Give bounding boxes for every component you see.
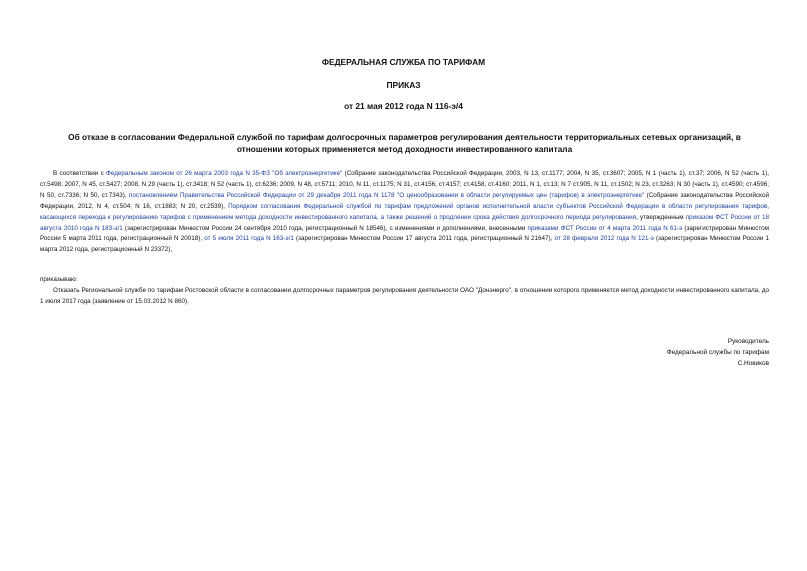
link-fst-order-183[interactable]: приказом ФСТ России от 18 августа 2010 года N 183-э/1 <box>40 213 769 232</box>
signature-name: С.Новиков <box>737 359 769 367</box>
preamble-text-5: (зарегистрирован Минюстом России 24 сентября 2010 года, регистрационный N 18546), с изменениями и дополнениями, внесенными <box>122 224 528 232</box>
link-order-121[interactable]: от 28 февраля 2012 года N 121-э <box>554 235 654 243</box>
link-fst-order-61[interactable]: приказами ФСТ России от 4 марта 2011 года N 61-э <box>527 224 683 232</box>
preamble-text-1: В соответствии с <box>53 170 107 177</box>
preamble-text-2: (Собрание законодательства Российской Федерации, 2003, N 13, ст.1177; 2004, N 35, ст.3607; 2005, N 1 (часть 1), ст.37; 2006, N 52 (часть 1), ст.5498; 2007, N 45, ст.5427; 2008, N 29 (часть 1), ст.3418; N 52 (часть 1), ст.6236; 2009, N 48, ст.5711; 2010, N 11, ст.1175; N 31, ст.4156, ст.4157; ст.4158, ст.4160; 2011, N 1, ст.13; N 7 ст.905, N 11, ст.1502; N 23, ст.3263; N 30 (часть 1), ст.4590; ст.4596; N 50, ст.7336; N 50, ст.7343), <box>40 170 769 199</box>
agency-name: ФЕДЕРАЛЬНАЯ СЛУЖБА ПО ТАРИФАМ <box>321 57 486 67</box>
document-type: ПРИКАЗ <box>386 80 421 90</box>
link-federal-law-35fz[interactable]: Федеральным законом от 26 марта 2003 года N 35-ФЗ "Об электроэнергетике" <box>106 170 343 177</box>
preamble-text-3: (Собрание законодательства Российской Федерации, 2012, N 4, ст.504; N 16, ст.1883; N 20, ст.2539), <box>40 191 769 210</box>
document-date-number: от 21 мая 2012 года N 116-э/4 <box>344 101 463 111</box>
order-verb: приказываю: <box>40 276 78 283</box>
preamble-paragraph <box>40 169 769 256</box>
order-text: Отказать Региональной службе по тарифам Ростовской области в согласовании долгосрочных параметров регулирования деятельности ОАО "Донэнерго", в отношении которого применяется метод доходности инвестированного капитала, до 1 июля 2017 года (заявление от 15.03.2012 N 860). <box>40 287 769 305</box>
link-order-163[interactable]: от 5 июля 2011 года N 163-э/1 <box>204 235 294 243</box>
preamble-text-4: , утвержденным <box>636 213 686 221</box>
link-government-decree-1178[interactable]: постановлением Правительства Российской Федерации от 29 декабря 2011 года N 1178 "О ценообразовании в области регулируемых цен (тарифов) в электроэнергетике" <box>129 191 645 199</box>
document-title-line-2: отношении которых применяется метод доходности инвестированного капитала <box>236 144 573 154</box>
link-approval-procedure[interactable]: Порядком согласования Федеральной службой по тарифам предложений органов исполнительной власти субъектов Российской Федерации в области регулирования тарифов, касающихся перехода к регулированию тарифов с применением метода доходности инвестированного капитала, а также решений о продлении срока действия долгосрочного периода регулирования <box>40 202 769 221</box>
signature-block <box>667 337 769 370</box>
signature-position-2: Федеральной службы по тарифам <box>666 348 769 356</box>
order-paragraph <box>40 286 769 308</box>
preamble-text-7: (зарегистрирован Минюстом России 17 августа 2011 года, регистрационный N 21647), <box>293 235 555 243</box>
preamble-text-6: (зарегистрирован Минюстом России 5 марта 2011 года, регистрационный N 20018), <box>40 224 769 243</box>
signature-position-1: Руководитель <box>727 338 769 345</box>
preamble-text-8: (зарегистрирован Минюстом России 1 марта 2012 года, регистрационный N 23372), <box>40 235 769 254</box>
document-title <box>52 131 757 155</box>
document-title-line-1: Об отказе в согласовании Федеральной службой по тарифам долгосрочных параметров регулирования деятельности территориальных сетевых организаций, в <box>68 132 741 142</box>
